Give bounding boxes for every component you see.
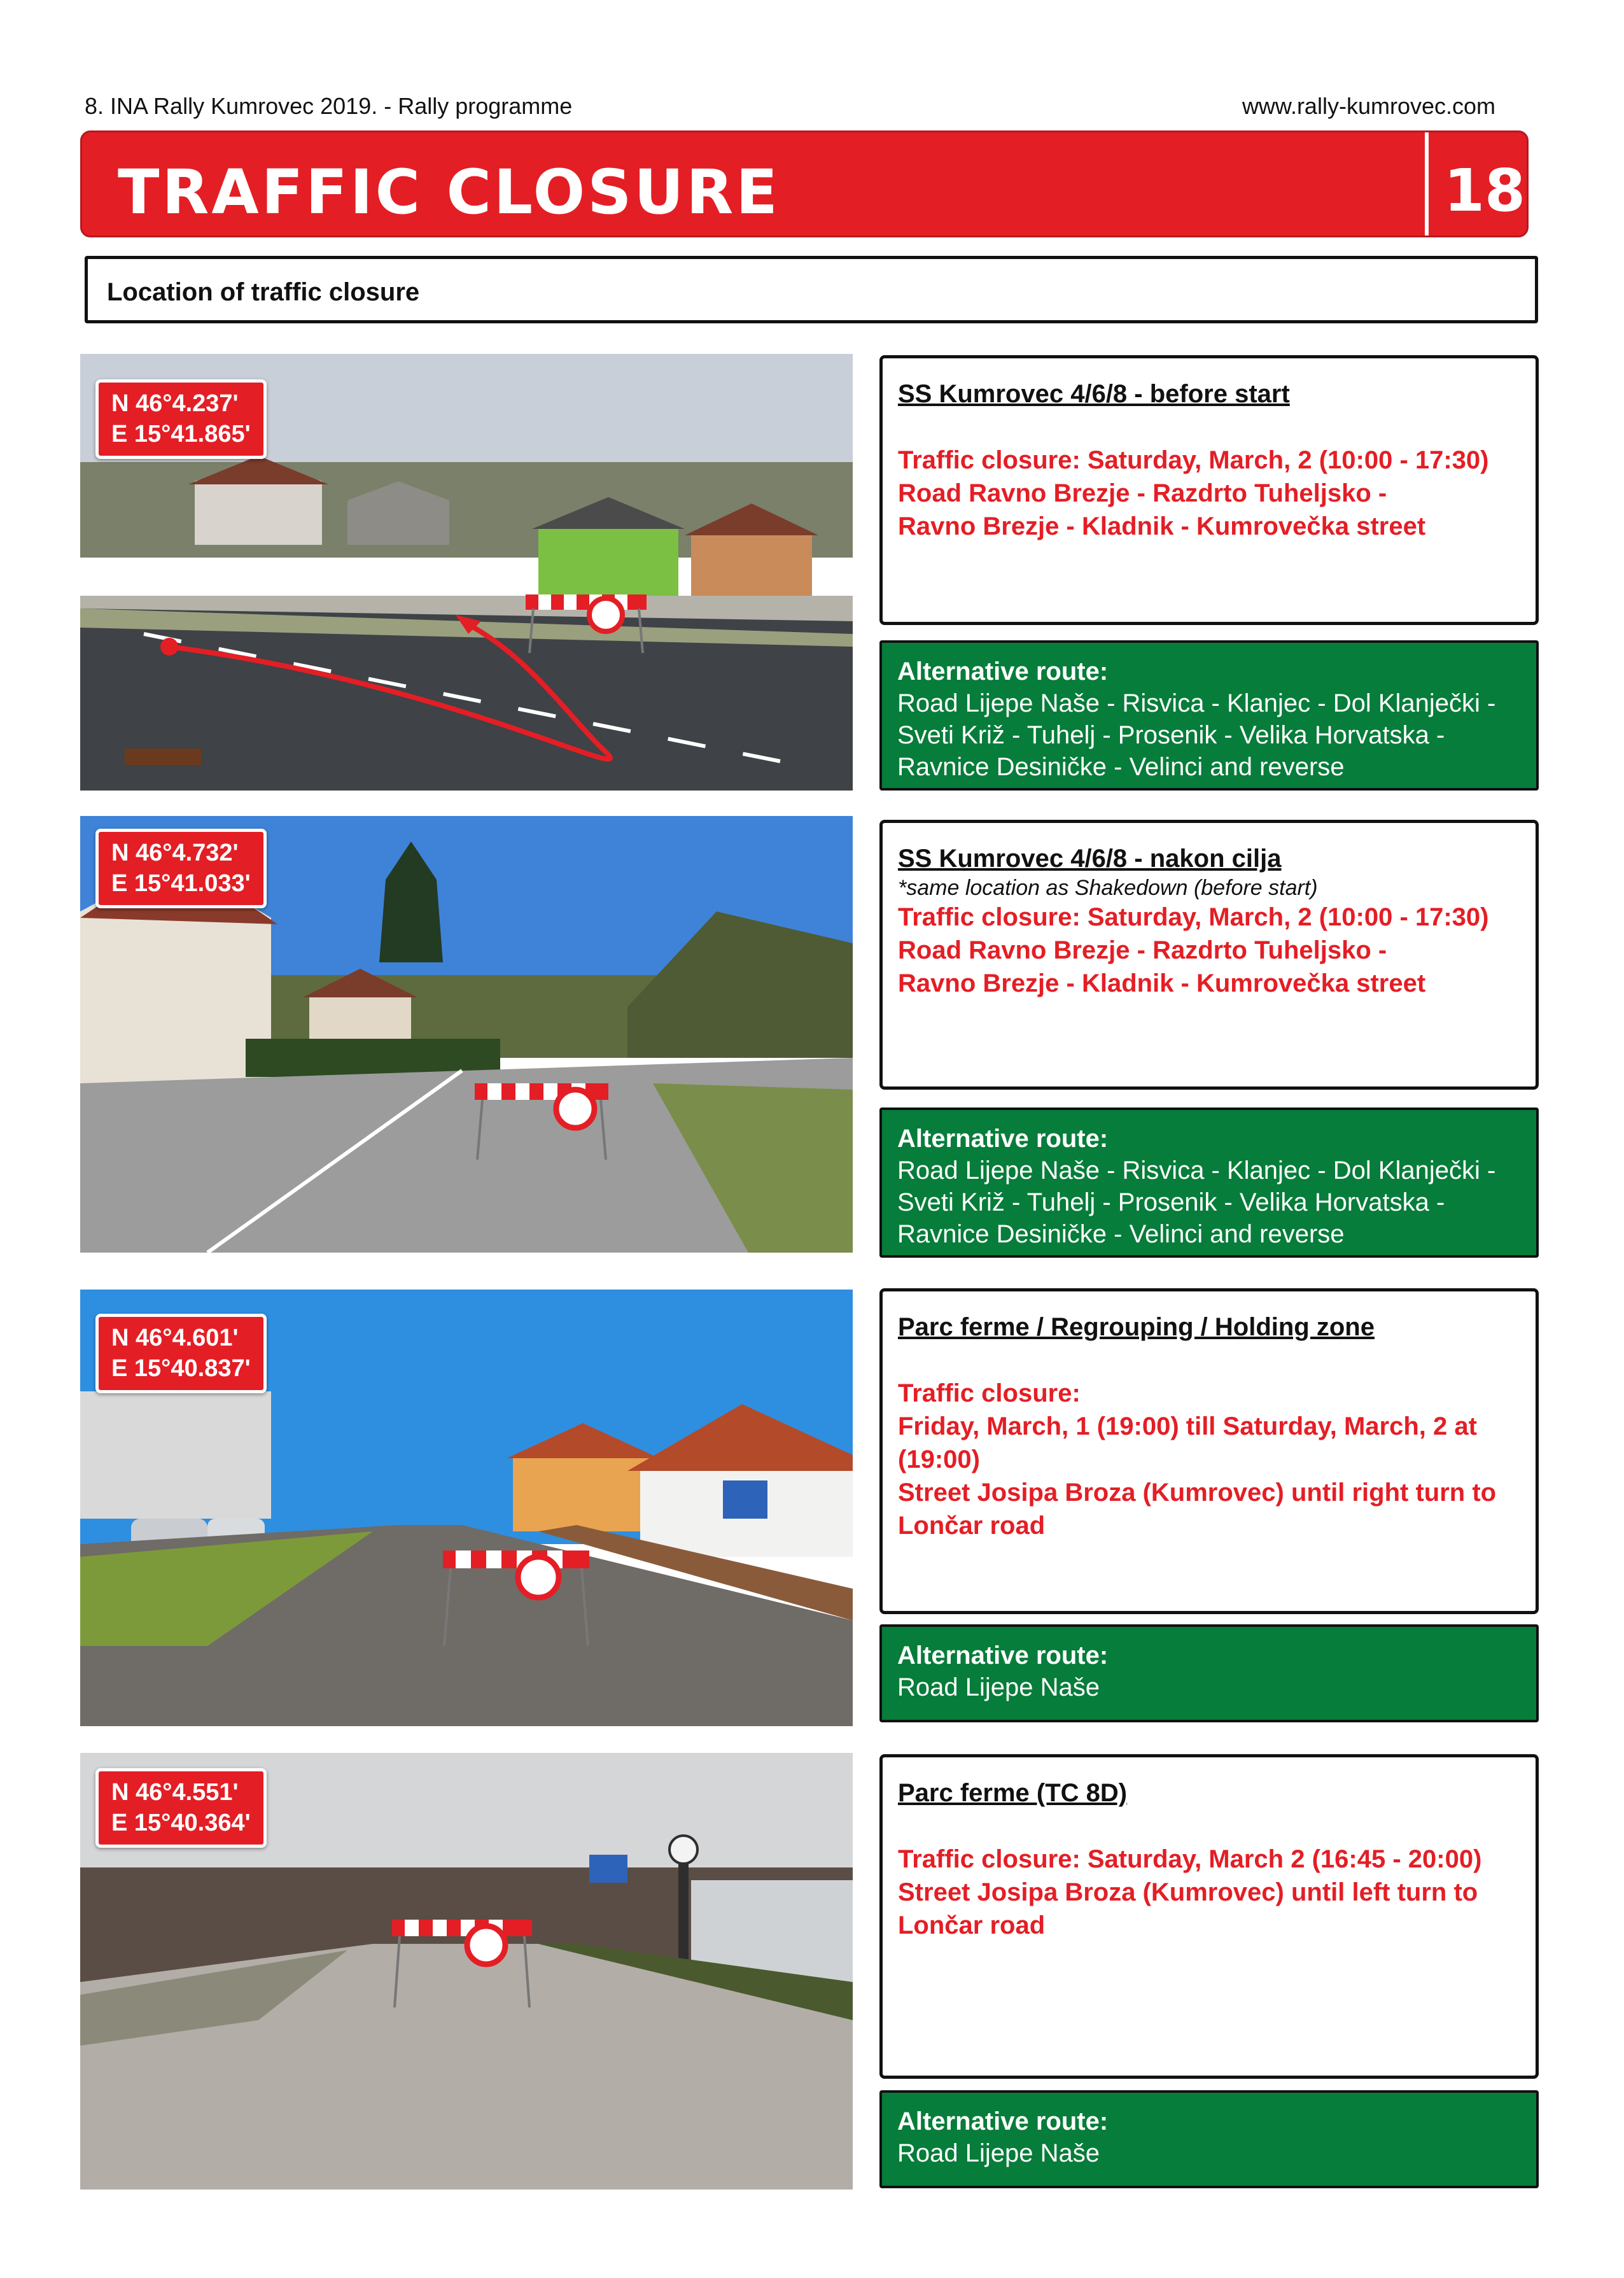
coordinate-east: E 15°41.865' <box>111 420 251 447</box>
closure-heading: Parc ferme / Regrouping / Holding zone <box>898 1313 1375 1341</box>
coordinate-east: E 15°41.033' <box>111 869 251 897</box>
alternative-route-text: Road Lijepe Naše - Risvica - Klanjec - Dol Klanječki - Sveti Križ - Tuhelj - Prosenik - Velika Horvatska - Ravnice Desiničke - Velinci and reverse <box>897 689 1496 781</box>
alternative-route-1 <box>879 640 1539 791</box>
coordinate-north: N 46°4.237' <box>111 390 239 417</box>
closure-heading: SS Kumrovec 4/6/8 - nakon cilja <box>898 845 1282 873</box>
location-photo-2 <box>80 816 853 1253</box>
coordinate-north: N 46°4.601' <box>111 1325 239 1351</box>
closure-info-1 <box>879 355 1539 625</box>
coordinates-badge-4 <box>95 1768 267 1848</box>
coordinate-east: E 15°40.837' <box>111 1354 251 1382</box>
location-box <box>85 256 1538 323</box>
closure-info-3 <box>879 1288 1539 1614</box>
alternative-route-title: Alternative route: <box>897 657 1109 686</box>
alternative-route-4 <box>879 2090 1539 2188</box>
coordinates-badge-2 <box>95 829 267 908</box>
no-entry-sign-icon <box>589 598 622 631</box>
closure-line: Road Ravno Brezje - Razdrto Tuheljsko - <box>898 936 1387 964</box>
alternative-route-3 <box>879 1624 1539 1722</box>
closure-line: Traffic closure: <box>898 1379 1081 1407</box>
alternative-route-2 <box>879 1107 1539 1258</box>
page-title: TRAFFIC CLOSURE <box>118 157 780 228</box>
closure-line: Friday, March, 1 (19:00) till Saturday, March, 2 at (19:00) <box>898 1412 1477 1473</box>
closure-heading: Parc ferme (TC 8D) <box>898 1779 1128 1807</box>
closure-line: Lončar road <box>898 1911 1046 1939</box>
coordinate-east: E 15°40.364' <box>111 1809 251 1836</box>
alternative-route-title: Alternative route: <box>897 2107 1109 2135</box>
closure-line: Lončar road <box>898 1512 1046 1540</box>
closure-line: Ravno Brezje - Kladnik - Kumrovečka street <box>898 512 1426 540</box>
coordinates-badge-1 <box>95 379 267 459</box>
closure-line: Traffic closure: Saturday, March 2 (16:45 - 20:00) <box>898 1845 1482 1873</box>
location-photo-4 <box>80 1753 853 2190</box>
alternative-route-text: Road Lijepe Naše <box>897 1673 1100 1701</box>
page-number: 18 <box>1444 157 1526 225</box>
coordinate-north: N 46°4.551' <box>111 1779 239 1806</box>
no-entry-sign-icon <box>467 1926 505 1964</box>
alternative-route-title: Alternative route: <box>897 1125 1109 1153</box>
no-entry-sign-icon <box>518 1557 559 1598</box>
location-photo-1 <box>80 354 853 791</box>
closure-line: Road Ravno Brezje - Razdrto Tuheljsko - <box>898 479 1387 507</box>
location-label: Location of traffic closure <box>107 278 420 306</box>
alternative-route-text: Road Lijepe Naše - Risvica - Klanjec - Dol Klanječki - Sveti Križ - Tuhelj - Prosenik - Velika Horvatska - Ravnice Desiničke - Velinci and reverse <box>897 1157 1496 1248</box>
closure-info-4 <box>879 1754 1539 2079</box>
closure-info-2 <box>879 820 1539 1090</box>
coordinate-north: N 46°4.732' <box>111 840 239 866</box>
closure-line: Street Josipa Broza (Kumrovec) until right turn to <box>898 1479 1497 1507</box>
no-entry-sign-icon <box>556 1090 594 1128</box>
closure-line: Street Josipa Broza (Kumrovec) until left turn to <box>898 1878 1478 1906</box>
closure-line: Ravno Brezje - Kladnik - Kumrovečka street <box>898 969 1426 997</box>
closure-note: *same location as Shakedown (before start) <box>898 876 1318 900</box>
page-banner <box>80 130 1529 237</box>
closure-line: Traffic closure: Saturday, March, 2 (10:00 - 17:30) <box>898 903 1489 931</box>
location-photo-3 <box>80 1290 853 1726</box>
alternative-route-title: Alternative route: <box>897 1642 1109 1670</box>
website-link[interactable]: www.rally-kumrovec.com <box>1242 93 1495 119</box>
closure-heading: SS Kumrovec 4/6/8 - before start <box>898 380 1290 408</box>
coordinates-badge-3 <box>95 1314 267 1393</box>
closure-line: Traffic closure: Saturday, March, 2 (10:00 - 17:30) <box>898 446 1489 474</box>
alternative-route-text: Road Lijepe Naše <box>897 2139 1100 2167</box>
banner-divider <box>1425 132 1429 236</box>
document-title: 8. INA Rally Kumrovec 2019. - Rally programme <box>85 93 573 119</box>
